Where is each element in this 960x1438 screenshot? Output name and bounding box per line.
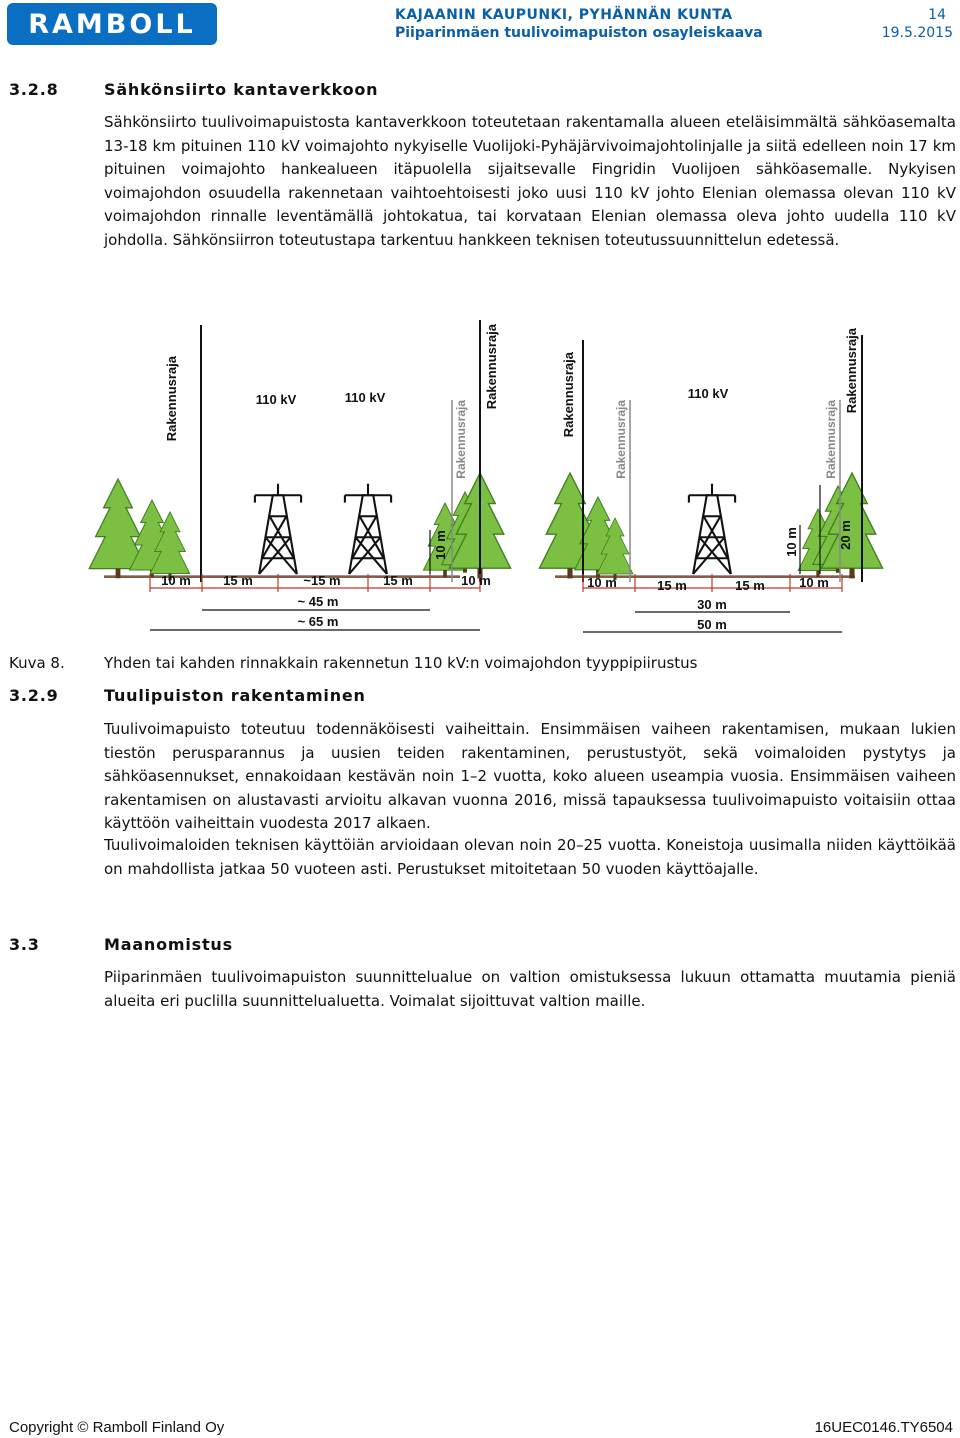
- left-total-label-2: ~ 65 m: [297, 614, 339, 629]
- left-height-label: 10 m: [433, 530, 448, 560]
- right-segment-label-4: 10 m: [799, 575, 829, 590]
- heading-number: 3.3: [9, 935, 40, 954]
- header-date: 19.5.2015: [881, 25, 953, 41]
- left-segment-label-3: ~15 m: [303, 573, 341, 588]
- figure-caption-text: Yhden tai kahden rinnakkain rakennetun 110 kV:n voimajohdon tyyppipiirustus: [104, 654, 698, 672]
- right-height-label-1: 10 m: [784, 527, 799, 557]
- left-voltage-label-2: 110 kV: [344, 390, 386, 405]
- header-organization: KAJAANIN KAUPUNKI, PYHÄNNÄN KUNTA: [395, 7, 733, 23]
- left-segment-label-5: 10 m: [461, 573, 491, 588]
- left-building-boundary-label-2: Rakennusraja: [484, 324, 499, 410]
- footer-copyright: Copyright © Ramboll Finland Oy: [9, 1419, 225, 1436]
- figure-caption-label: Kuva 8.: [9, 654, 65, 672]
- left-diagram: [89, 320, 510, 630]
- heading-number: 3.2.9: [9, 686, 59, 705]
- heading-title: Sähkönsiirto kantaverkkoon: [104, 80, 379, 99]
- left-segment-label-2: 15 m: [223, 573, 253, 588]
- right-height-label-2: 20 m: [838, 520, 853, 550]
- right-diagram: [539, 327, 882, 632]
- footer-document-code: 16UEC0146.TY6504: [814, 1419, 953, 1436]
- right-segment-label-3: 15 m: [735, 578, 765, 593]
- header-document-title: Piiparinmäen tuulivoimapuiston osayleiskaava: [395, 25, 763, 41]
- paragraph-power-transmission: Sähkönsiirto tuulivoimapuistosta kantaverkkoon toteutetaan rakentamalla alueen eteläisimmältä sähköasemalta 13-18 km pituinen 110 kV voimajohto nykyiselle Vuolijoki-Pyhäjärvivoimajohtolinjalle ja siitä edelleen noin 17 km pituinen voimajohto hankealueen itäpuolella sijaitsevalle Fingridin Vuolijoen sähköasemalle. Nykyisen voimajohdon osuudella rakennetaan vaihtoehtoisesti joko uusi 110 kV johto Elenian olemassa olevan 110 kV voimajohdon rinnalle leventämällä johtokatua, tai korvataan Elenian olemassa oleva johto uudella 110 kV johdolla. Sähkönsiirron toteutustapa tarkentuu hankkeen teknisen toteutussuunnittelun edetessä.: [104, 113, 956, 249]
- right-building-boundary-label: Rakennusraja: [561, 352, 576, 438]
- right-building-boundary-label-2: Rakennusraja: [614, 400, 628, 479]
- left-segment-label-1: 10 m: [161, 573, 191, 588]
- right-total-label-1: 30 m: [697, 597, 727, 612]
- left-voltage-label-1: 110 kV: [255, 392, 297, 407]
- logo-text: RAMBOLL: [28, 8, 196, 40]
- right-segment-label-1: 10 m: [587, 575, 617, 590]
- paragraph-construction-phases: Tuulivoimapuisto toteutuu todennäköisesti vaiheittain. Ensimmäisen vaiheen rakentamisen, mukaan lukien tiestön perusparannus ja uusien teiden rakentaminen, perustustyöt, sekä voimaloiden pystytys ja sähköasennukset, ennakoidaan kestävän noin 1–2 vuotta, koko alueen useampia vuosia. Ensimmäisen vaiheen rakentamisen on alustavasti arvioitu alkavan vuonna 2016, missä tapauksessa tuulivoimapuisto voitaisiin ottaa käyttöön vaiheittain vuodesta 2017 alkaen.: [104, 720, 956, 833]
- page-number: 14: [928, 7, 946, 23]
- paragraph-land-ownership: Piiparinmäen tuulivoimapuiston suunnittelualue on valtion omistuksessa lukuun ottamatta muutamia pieniä alueita eri puclilla suunnittelualuetta. Voimalat sijoittuvat valtion maille.: [104, 968, 956, 1010]
- left-building-boundary-label-3: Rakennusraja: [454, 400, 468, 479]
- powerline-cross-section-figure: [0, 320, 960, 640]
- paragraph-technical-lifetime: Tuulivoimaloiden teknisen käyttöiän arvioidaan olevan noin 20–25 vuotta. Koneistoja uusimalla niiden käyttöikää on mahdollista jatkaa 50 vuoteen asti. Perustukset mitoitetaan 50 vuoden käyttöajalle.: [104, 836, 956, 878]
- heading-title: Tuulipuiston rakentaminen: [104, 686, 366, 705]
- left-total-label-1: ~ 45 m: [297, 594, 339, 609]
- heading-title: Maanomistus: [104, 935, 233, 954]
- right-building-boundary-label-4: Rakennusraja: [844, 328, 859, 414]
- right-total-label-2: 50 m: [697, 617, 727, 632]
- heading-number: 3.2.8: [9, 80, 59, 99]
- right-building-boundary-label-3: Rakennusraja: [824, 400, 838, 479]
- left-segment-label-4: 15 m: [383, 573, 413, 588]
- ramboll-logo: [7, 3, 217, 45]
- right-voltage-label: 110 kV: [687, 386, 729, 401]
- right-segment-label-2: 15 m: [657, 578, 687, 593]
- left-building-boundary-label: Rakennusraja: [164, 356, 179, 442]
